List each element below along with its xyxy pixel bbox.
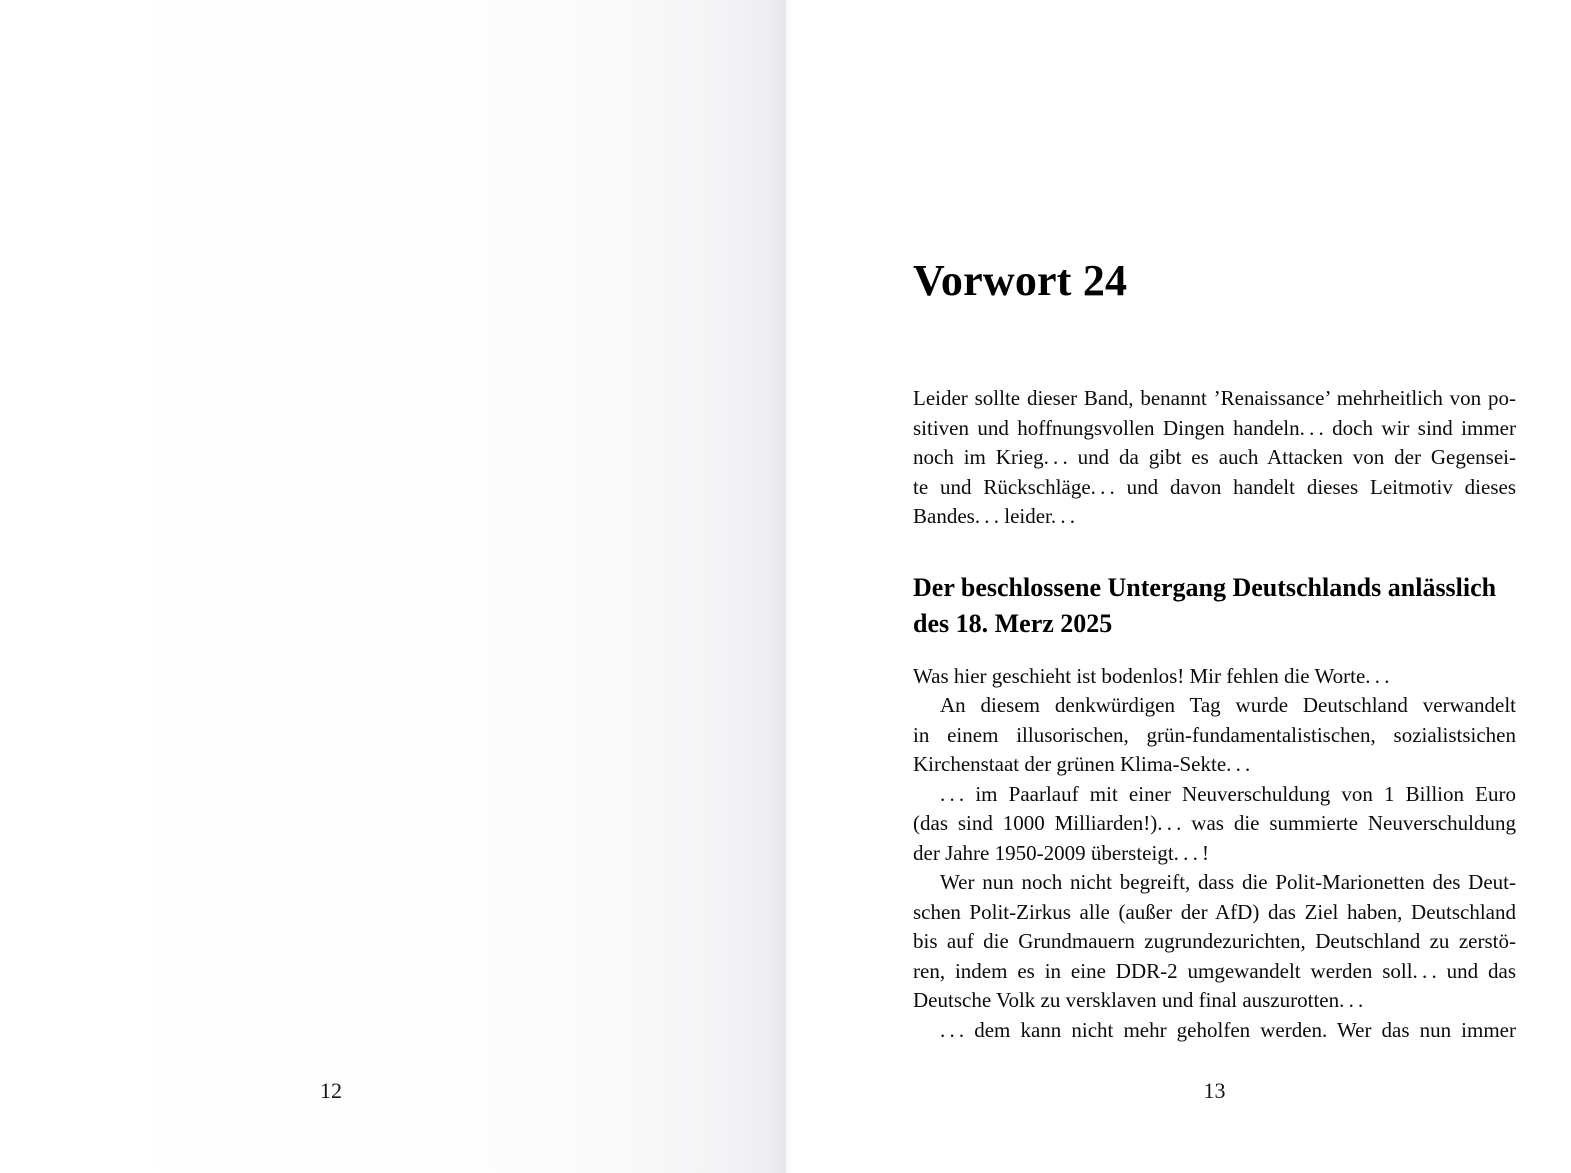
text-line: . . . im Paarlauf mit einer Neuverschuldung von 1 Billion Euro [940, 781, 1516, 806]
text-line: Kirchenstaat der grünen Klima-Sekte. . . [913, 752, 1251, 776]
paragraph [913, 384, 1516, 532]
text-line: sitiven und hoffnungsvollen Dingen handeln. . . doch wir sind immer [913, 415, 1516, 440]
chapter-title: Vorwort 24 [913, 256, 1128, 305]
text-line: ren, indem es in eine DDR-2 umgewandelt werden soll. . . und das [913, 958, 1516, 983]
text-line: noch im Krieg. . . und da gibt es auch Attacken von der Gegensei- [913, 445, 1516, 469]
text-line: schen Polit-Zirkus alle (außer der AfD) das Ziel haben, Deutschland [913, 899, 1516, 924]
paragraph [913, 780, 1516, 869]
text-line: Bandes. . . leider. . . [913, 504, 1076, 528]
text-line: An diesem denkwürdigen Tag wurde Deutschland verwandelt [940, 693, 1516, 717]
text-line: in einem illusorischen, grün-fundamentalistischen, sozialistsichen [913, 722, 1516, 747]
text-line: (das sind 1000 Milliarden!). . . was die summierte Neuverschuldung [913, 811, 1516, 835]
text-line: Was hier geschieht ist bodenlos! Mir fehlen die Worte. . . [913, 663, 1390, 688]
text-line: Leider sollte dieser Band, benannt ’Renaissance’ mehrheitlich von po- [913, 386, 1516, 410]
text-line: Deutsche Volk zu versklaven und final auszurotten. . . [913, 988, 1364, 1012]
text-block [913, 0, 1516, 1045]
right-page-number: 13 [1203, 1078, 1226, 1103]
paragraph [913, 868, 1516, 1016]
paragraph [913, 662, 1516, 692]
left-page-number: 12 [320, 1078, 342, 1103]
text-line: bis auf die Grundmauern zugrundezurichten, Deutschland zu zerstö- [913, 929, 1516, 953]
text-line: Wer nun noch nicht begreift, dass die Polit-Marionetten des Deut- [940, 870, 1516, 894]
heading-line: des 18. Merz 2025 [913, 608, 1113, 638]
body-text [913, 384, 1516, 1045]
paragraph [913, 691, 1516, 780]
text-line: der Jahre 1950-2009 übersteigt. . . ! [913, 840, 1210, 865]
paragraph [913, 1016, 1516, 1046]
section-heading [913, 570, 1516, 642]
right-page [786, 0, 1571, 1173]
heading-line: Der beschlossene Untergang Deutschlands anlässlich [913, 572, 1497, 602]
text-line: te und Rückschläge. . . und davon handelt dieses Leitmotiv dieses [913, 474, 1516, 499]
text-line: . . . dem kann nicht mehr geholfen werden. Wer das nun immer [940, 1017, 1516, 1042]
